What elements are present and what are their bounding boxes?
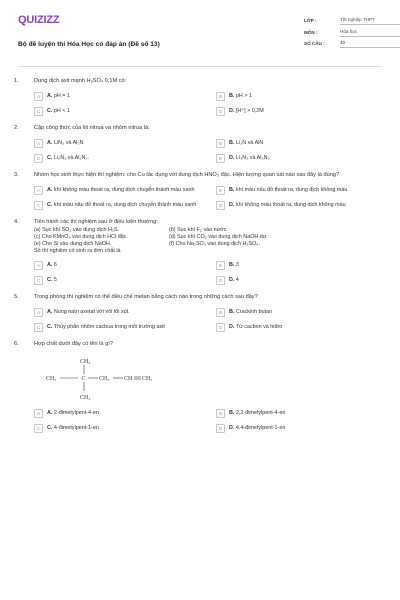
option-letter-box: C <box>34 201 43 210</box>
option-text: Từ cacbon và hiđro <box>235 324 283 331</box>
question-1 <box>14 78 386 117</box>
formula-bottom-methyl: CH₃ <box>80 394 91 401</box>
option-letter-box: D <box>216 201 225 210</box>
option-text: 4 <box>235 277 239 284</box>
option-letter-box: D <box>216 276 225 285</box>
formula-chain-ch: CH <box>124 375 133 382</box>
option-label: C. <box>47 108 53 115</box>
meta-value: Hóa học <box>340 29 400 37</box>
options <box>34 261 386 286</box>
option-c[interactable] <box>34 107 216 117</box>
option-label: A. <box>47 309 53 316</box>
option-text: 4-đimetylpent-1-en <box>53 425 99 432</box>
option-label: B. <box>229 140 235 147</box>
option-d[interactable] <box>216 323 376 333</box>
structural-formula-svg <box>46 355 196 403</box>
option-label: D. <box>229 108 235 115</box>
option-label: A. <box>47 187 53 194</box>
option-label: A. <box>47 93 53 100</box>
option-text: Li₃N và AlN <box>235 140 264 147</box>
option-label: A. <box>47 140 53 147</box>
option-label: D. <box>229 277 235 284</box>
option-label: D. <box>229 425 235 432</box>
option-text: Nung natri axetat với vôi tôi xút. <box>53 309 130 316</box>
option-label: C. <box>47 324 53 331</box>
option-label: B. <box>229 410 235 417</box>
option-letter-box: A <box>34 186 43 195</box>
option-a[interactable] <box>34 186 216 196</box>
question-5 <box>14 294 386 333</box>
experiment-item: (b) Sục khí F₂ vào nước <box>169 226 227 233</box>
option-letter-box: A <box>34 261 43 270</box>
question-3 <box>14 172 386 211</box>
question-text: Hợp chất dưới đây có tên là gì? <box>34 341 113 348</box>
option-d[interactable] <box>216 201 376 211</box>
options <box>34 92 386 117</box>
question-number: 6. <box>14 341 19 348</box>
option-d[interactable] <box>216 154 376 164</box>
option-letter-box: A <box>34 139 43 148</box>
option-text: Thủy phân nhôm cacbua trong môi trường axit <box>53 324 165 331</box>
option-text: Li₂N₃ và Al₂N₃. <box>53 155 90 162</box>
formula-chain-ch2: CH₂ <box>99 375 110 382</box>
option-text: 4,4-đimetylpent-1-en <box>235 425 286 432</box>
question-2 <box>14 125 386 164</box>
option-label: B. <box>229 93 235 100</box>
question-footer: Số thí nghiệm có sinh ra đơn chất là <box>34 247 121 254</box>
meta-row-class <box>304 16 400 28</box>
option-b[interactable] <box>216 139 376 149</box>
option-b[interactable] <box>216 308 376 318</box>
option-text: 5 <box>53 277 57 284</box>
option-label: D. <box>229 324 235 331</box>
option-d[interactable] <box>216 276 376 286</box>
option-a[interactable] <box>34 139 216 149</box>
option-letter-box: A <box>34 308 43 317</box>
question-number: 5. <box>14 294 19 301</box>
question-number: 1. <box>14 78 19 84</box>
question-text: Tiến hành các thí nghiệm sau ở điều kiện thường: <box>34 219 158 226</box>
question-text: Dung dịch axit mạnh H₂SO₄ 0,1M có: <box>34 78 127 84</box>
option-a[interactable] <box>34 308 216 318</box>
option-text: pH < 1 <box>53 108 70 115</box>
option-label: D. <box>229 155 235 162</box>
option-c[interactable] <box>34 201 216 211</box>
formula-center-carbon: C <box>81 375 86 382</box>
option-d[interactable] <box>216 424 376 434</box>
options <box>34 186 386 211</box>
meta-block <box>304 16 400 51</box>
option-label: B. <box>229 262 235 269</box>
question-number: 2. <box>14 125 19 132</box>
option-letter-box: D <box>216 107 225 116</box>
meta-value: 40 <box>340 40 400 48</box>
option-letter-box: B <box>216 409 225 418</box>
option-b[interactable] <box>216 261 376 271</box>
meta-value: Tốt nghiệp THPT <box>340 17 400 25</box>
option-text: khí không màu thoát ra, dung dịch không màu <box>235 202 346 209</box>
option-b[interactable] <box>216 92 376 102</box>
meta-label: SỐ CÂU : <box>304 41 325 46</box>
option-letter-box: C <box>34 323 43 332</box>
option-text: khí màu nâu đỏ thoát ra, dung dịch không màu <box>235 187 348 194</box>
option-letter-box: C <box>34 424 43 433</box>
experiment-item: (d) Sục khí CO₂ vào dung dịch NaOH dư. <box>169 233 268 240</box>
option-c[interactable] <box>34 276 216 286</box>
option-label: B. <box>229 187 235 194</box>
option-a[interactable] <box>34 409 216 419</box>
question-text: Cặp công thức của liti nitrua và nhôm nitrua là: <box>34 125 150 132</box>
meta-row-count <box>304 39 400 51</box>
option-d[interactable] <box>216 107 376 117</box>
option-letter-box: B <box>216 308 225 317</box>
option-letter-box: B <box>216 139 225 148</box>
option-text: khí không màu thoát ra, dung dịch chuyển thành màu xanh <box>53 187 195 194</box>
option-text: pH > 1 <box>235 93 252 100</box>
question-list <box>14 78 386 442</box>
question-6 <box>14 341 386 434</box>
option-text: 3 <box>235 262 239 269</box>
question-text: Trong phòng thí nghiệm có thể điều chế metan bằng cách nào trong những cách sau đây? <box>34 294 258 301</box>
option-label: C. <box>47 425 53 432</box>
option-label: C. <box>47 155 53 162</box>
options <box>34 308 386 333</box>
option-text: 2-đimetylpent-4-en <box>53 410 99 417</box>
option-c[interactable] <box>34 154 216 164</box>
experiment-item: (e) Cho Si vào dung dịch NaOH. <box>34 240 112 247</box>
experiment-item: (c) Cho KMnO₄ vào dung dịch HCl đặc. <box>34 233 128 240</box>
option-letter-box: A <box>34 409 43 418</box>
options <box>34 409 386 434</box>
meta-row-subject <box>304 28 400 40</box>
question-number: 3. <box>14 172 19 179</box>
question-number: 4. <box>14 219 19 226</box>
option-text: Crackinh butan <box>235 309 273 316</box>
option-letter-box: B <box>216 261 225 270</box>
document-header <box>18 10 382 60</box>
option-letter-box: D <box>216 323 225 332</box>
meta-label: MÔN : <box>304 29 318 35</box>
option-label: C. <box>47 202 53 209</box>
option-letter-box: C <box>34 154 43 163</box>
option-letter-box: D <box>216 154 225 163</box>
question-text: Nhóm học sinh thực hiện thí nghiệm: cho Cu tác dụng với dung dịch HNO₃ đặc. Hiện tượng quan sát nào sau đây là đúng? <box>34 172 340 179</box>
option-text: 6 <box>53 262 57 269</box>
option-text: LiN₃ và Al₃N <box>53 140 84 147</box>
option-text: [H⁺] > 0,2M <box>235 108 264 115</box>
experiment-item: (f) Cho Na₂SO₃ vào dung dịch H₂SO₄. <box>169 240 260 247</box>
option-letter-box: A <box>34 92 43 101</box>
formula-terminal-ch2: CH₂ <box>142 375 153 382</box>
option-label: A. <box>47 410 53 417</box>
option-label: B. <box>229 309 235 316</box>
question-4 <box>14 219 386 286</box>
option-b[interactable] <box>216 409 376 419</box>
header-divider <box>18 66 382 67</box>
option-a[interactable] <box>34 92 216 102</box>
experiment-item: (a) Sục khí SO₂ vào dung dịch H₂S. <box>34 226 120 233</box>
option-letter-box: C <box>34 107 43 116</box>
option-label: C. <box>47 277 53 284</box>
option-letter-box: C <box>34 276 43 285</box>
formula-left-methyl: CH₃ <box>46 375 57 382</box>
meta-label: LỚP : <box>304 18 317 23</box>
formula-top-methyl: CH₃ <box>80 358 91 365</box>
option-c[interactable] <box>34 424 216 434</box>
option-letter-box: B <box>216 186 225 195</box>
options <box>34 139 386 164</box>
structural-formula <box>46 355 196 403</box>
option-c[interactable] <box>34 323 216 333</box>
option-text: pH = 1 <box>53 93 70 100</box>
option-letter-box: B <box>216 92 225 101</box>
option-text: khí màu nâu đỏ thoát ra, dung dịch chuyển thành màu xanh <box>53 202 197 209</box>
option-letter-box: D <box>216 424 225 433</box>
option-b[interactable] <box>216 186 376 196</box>
option-label: D. <box>229 202 235 209</box>
option-a[interactable] <box>34 261 216 271</box>
quizizz-logo: QUIZIZZ <box>18 14 60 26</box>
experiment-list <box>34 227 386 255</box>
option-label: A. <box>47 262 53 269</box>
option-text: Li₃N₂ và Al₃N₂ <box>235 155 270 162</box>
option-text: 2,2-đimetylpent-4-en <box>235 410 286 417</box>
document-title: Bộ đề luyện thi Hóa Học có đáp án (Đề số 13) <box>18 41 160 48</box>
